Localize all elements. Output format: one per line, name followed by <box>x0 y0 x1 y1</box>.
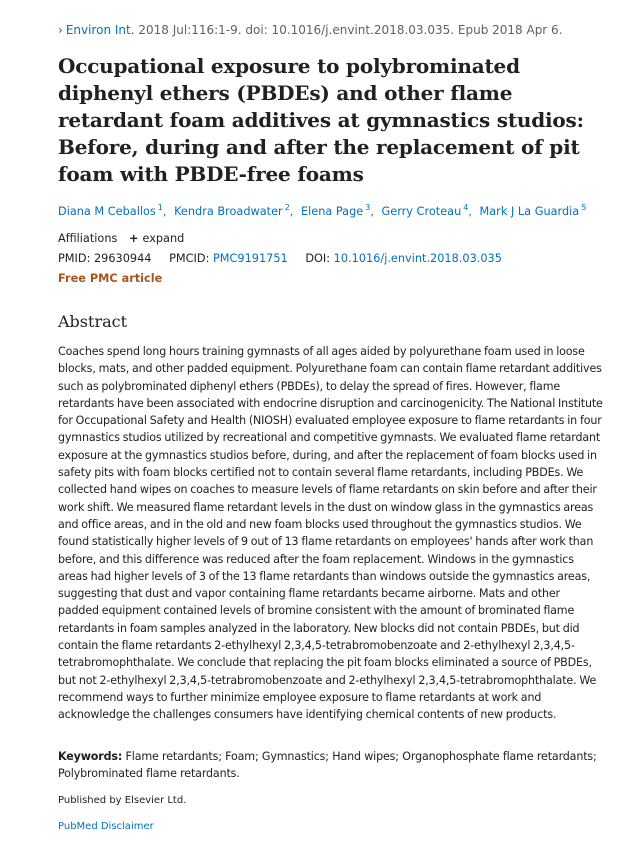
affiliations-row <box>58 232 184 245</box>
citation-line <box>58 23 563 37</box>
keywords-paragraph <box>58 748 603 783</box>
author-link[interactable]: Diana M Ceballos <box>58 205 156 218</box>
publisher-note: Published by Elsevier Ltd. <box>58 795 187 806</box>
separator: , <box>289 205 294 218</box>
author-link[interactable]: Kendra Broadwater <box>174 205 283 218</box>
doi-link[interactable]: 10.1016/j.envint.2018.03.035 <box>333 252 502 265</box>
pmid-value: 29630944 <box>94 252 152 265</box>
identifiers-row <box>58 252 502 265</box>
expand-affiliations-button[interactable] <box>129 232 184 245</box>
chevron-right-icon[interactable]: › <box>58 23 63 37</box>
separator: , <box>468 205 472 218</box>
author-link[interactable]: Elena Page <box>300 205 364 218</box>
citation-details: 2018 Jul:116:1-9. doi: 10.1016/j.envint.2018.03.035. Epub 2018 Apr 6. <box>138 23 563 37</box>
affiliation-ref[interactable]: 5 <box>581 203 587 212</box>
abstract-heading: Abstract <box>58 312 128 331</box>
pmcid-label: PMCID: <box>169 252 210 265</box>
affiliations-label: Affiliations <box>58 232 118 245</box>
doi-label: DOI: <box>305 252 331 265</box>
abstract-text: Coaches spend long hours training gymnasts of all ages aided by polyurethane foam used in loose blocks, mats, and other padded equipment. Polyurethane foam can contain flame retardant additives such as polybrominated diphenyl ethers (PBDEs), to delay the spread of fires. However, flame retardants have been associated with endocrine disruption and carcinogenicity. The National Institute for Occupational Safety and Health (NIOSH) evaluated employee exposure to flame retardants in four gymnastics studios utilized by recreational and competitive gymnasts. We evaluated flame retardant exposure at the gymnastics studios before, during, and after the replacement of foam blocks used in safety pits with foam blocks certified not to contain several flame retardants, including PBDEs. We collected hand wipes on coaches to measure levels of flame retardants on skin before and after their work shift. We measured flame retardant levels in the dust on window glass in the gymnastics areas and office areas, and in the old and new foam blocks used throughout the gymnastics studios. We found statistically higher levels of 9 out of 13 flame retardants on employees' hands after work than before, and this difference was reduced after the foam replacement. Windows in the gymnastics areas had higher levels of 3 of the 13 flame retardants than windows outside the gymnastics areas, suggesting that dust and vapor containing flame retardants became airborne. Mats and other padded equipment contained levels of bromine consistent with the amount of brominated flame retardants in foam samples analyzed in the laboratory. New blocks did not contain PBDEs, but did contain the flame retardants 2-ethylhexyl 2,3,4,5-tetrabromobenzoate and 2-ethylhexyl 2,3,4,5-tetrabromophthalate. We conclude that replacing the pit foam blocks eliminated a source of PBDEs, but not 2-ethylhexyl 2,3,4,5-tetrabromobenzoate and 2-ethylhexyl 2,3,4,5-tetrabromophthalate. We recommend ways to further minimize employee exposure to flame retardants at work and acknowledge the challenges consumers have identifying chemical contents of new products. <box>58 345 603 722</box>
free-pmc-article-badge[interactable]: Free PMC article <box>58 272 163 285</box>
author-link[interactable]: Gerry Croteau <box>381 205 462 218</box>
expand-label: expand <box>142 232 185 245</box>
affiliation-ref[interactable]: 3 <box>365 203 371 212</box>
keywords-label: Keywords: <box>58 750 123 763</box>
affiliation-ref[interactable]: 1 <box>157 203 163 212</box>
separator: , <box>370 205 374 218</box>
pubmed-disclaimer-link[interactable]: PubMed Disclaimer <box>58 821 154 832</box>
article-title: Occupational exposure to polybrominated diphenyl ethers (PBDEs) and other flame retardant foam additives at gymnastics studios: Before, during and after the replacement of pit foam with PBDE-free foams <box>58 54 584 186</box>
keywords-text: Flame retardants; Foam; Gymnastics; Hand wipes; Organophosphate flame retardants; Polybrominated flame retardants. <box>58 750 597 781</box>
pmcid-link[interactable]: PMC9191751 <box>212 252 288 265</box>
plus-icon: + <box>128 232 139 245</box>
authors-list <box>58 203 586 218</box>
separator: , <box>162 205 167 218</box>
affiliation-ref[interactable]: 2 <box>284 203 290 212</box>
affiliation-ref[interactable]: 4 <box>463 203 469 212</box>
journal-link[interactable]: Environ Int. <box>65 23 135 37</box>
author-link[interactable]: Mark J La Guardia <box>479 205 580 218</box>
pmid-label: PMID: <box>58 252 91 265</box>
